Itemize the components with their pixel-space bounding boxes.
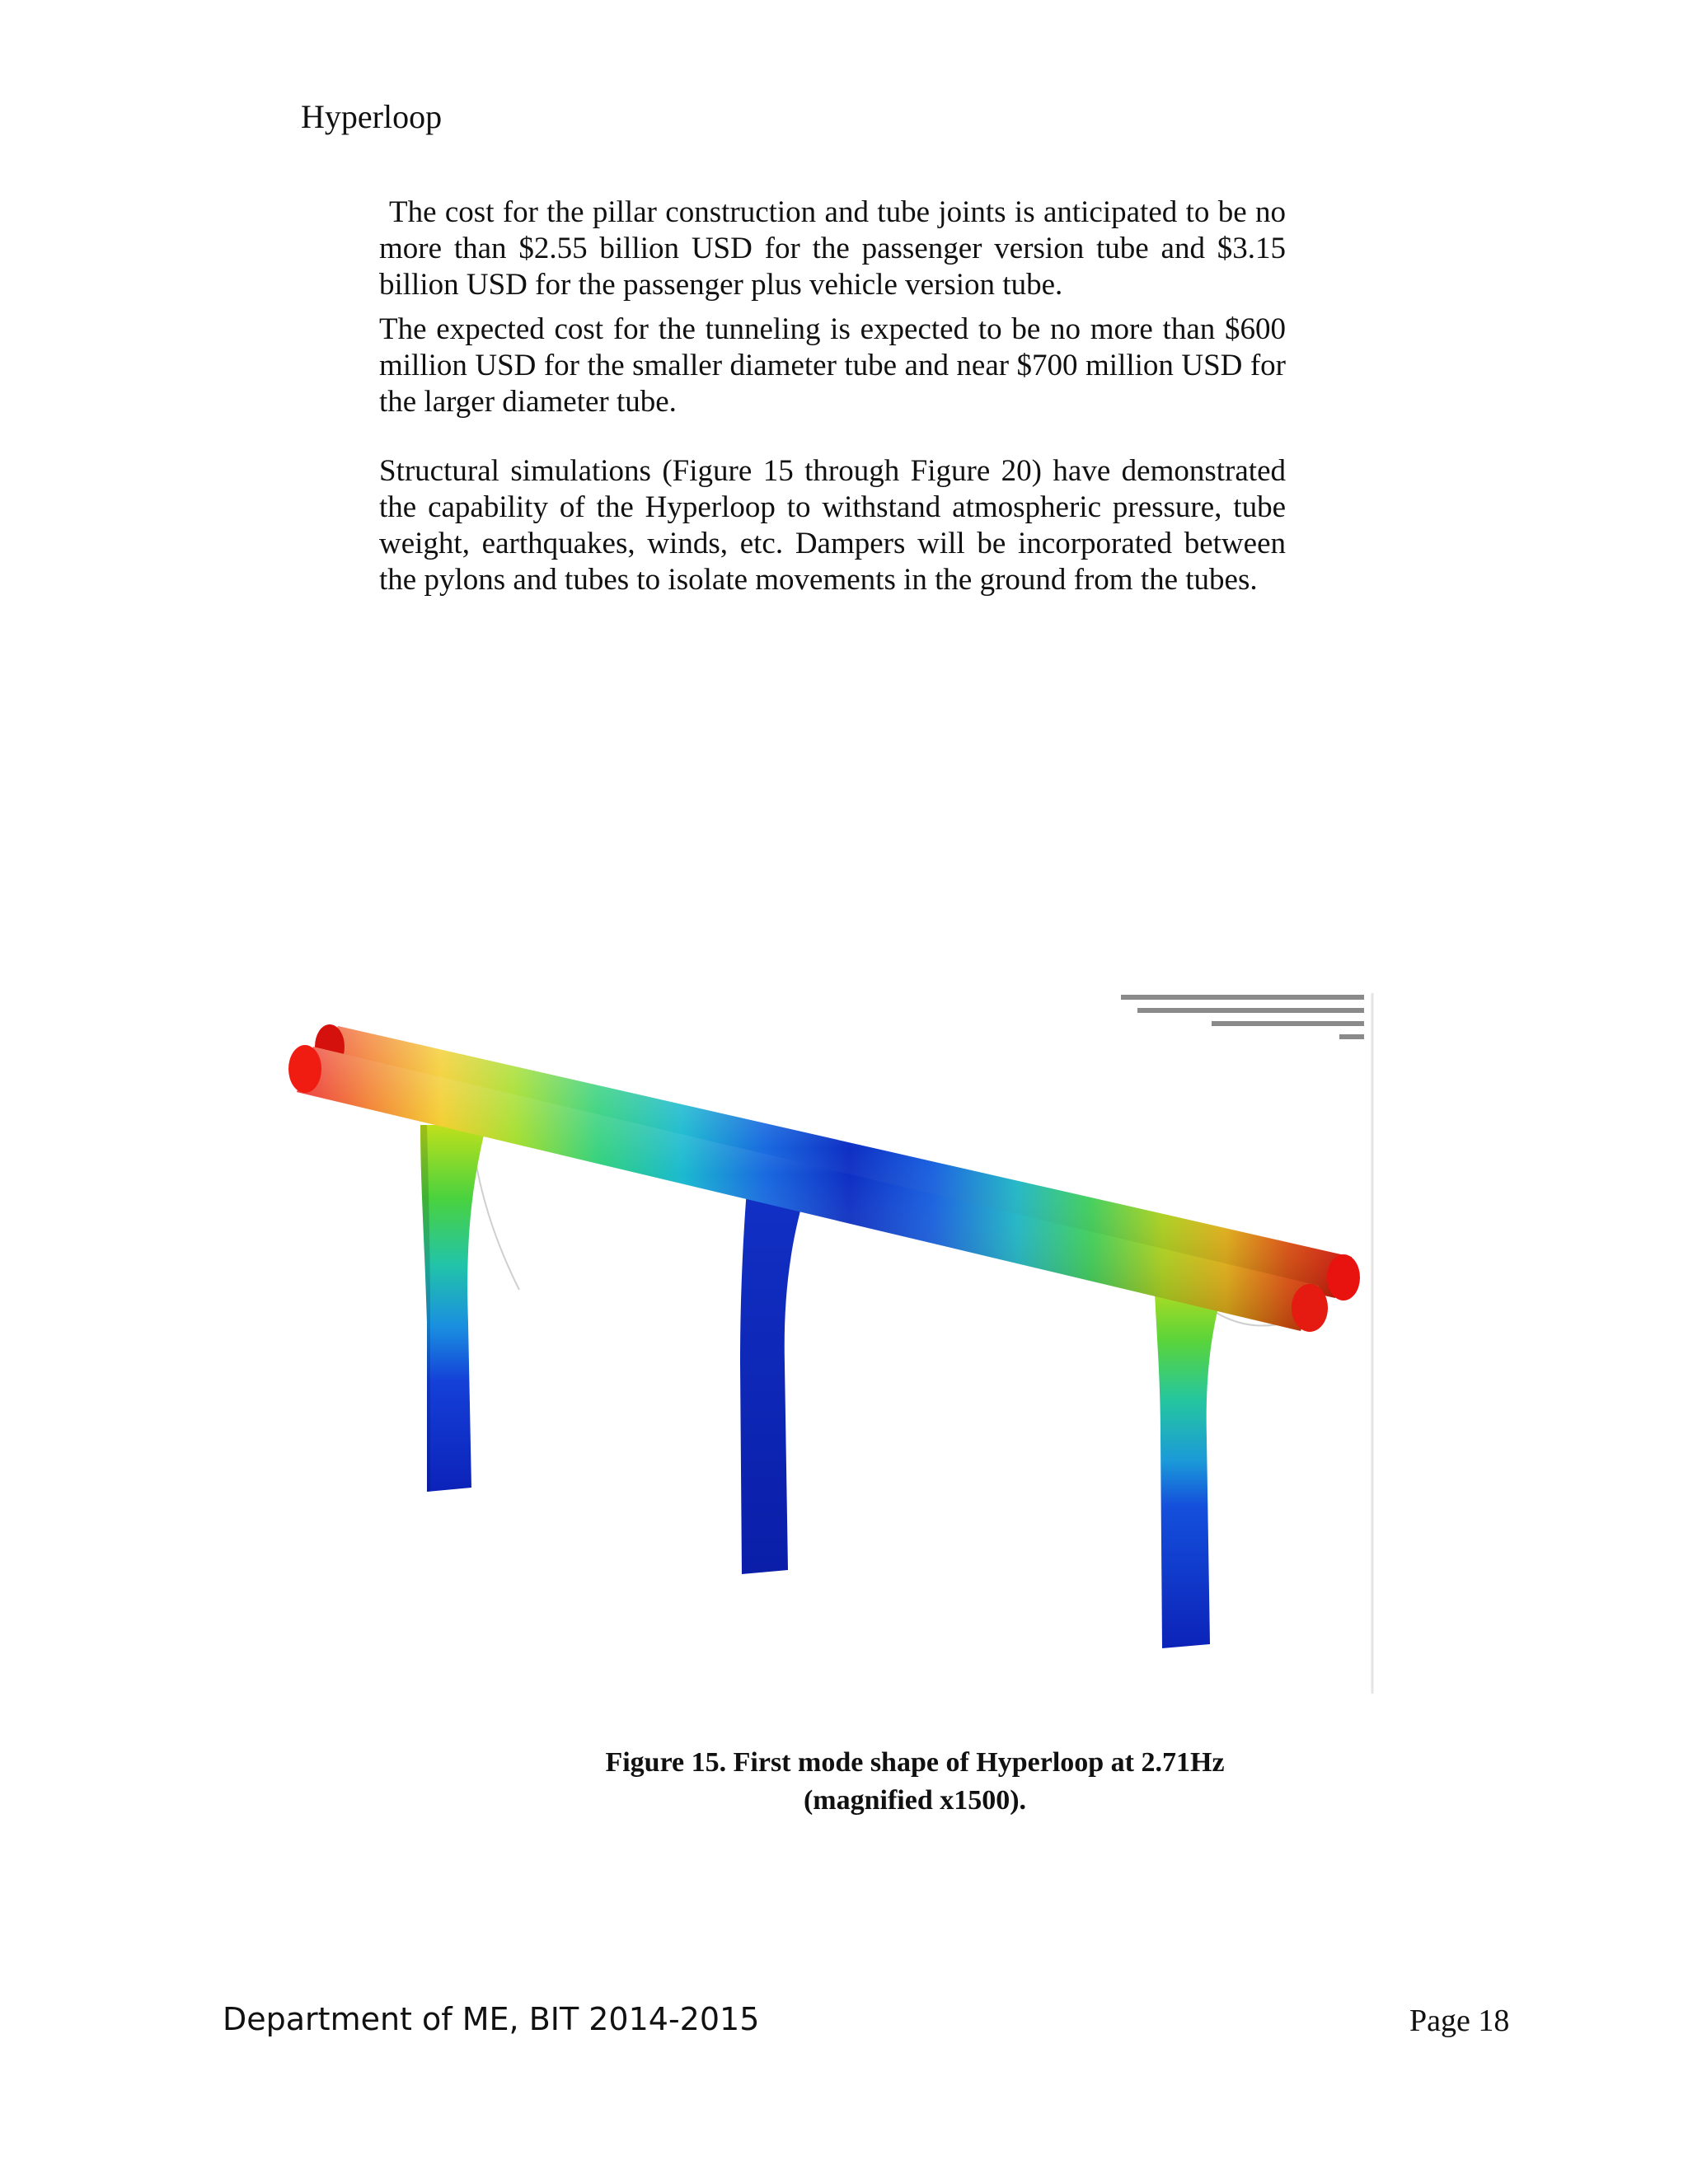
paragraph-tunnel-cost: The expected cost for the tunneling is expected to be no more than $600 million USD for the smaller diameter tube and near $700 million USD for the larger diameter tube. <box>379 312 1286 419</box>
paragraph-structural-simulations: Structural simulations (Figure 15 through Figure 20) have demonstrated the capability of the Hyperloop to withstand atmospheric pressure, tube weight, earthquakes, winds, etc. Dampers will be incorporated between the pylons and tubes to isolate movements in the ground from the tubes. <box>379 454 1286 597</box>
running-header: Hyperloop <box>301 98 443 135</box>
caption-line-2: (magnified x1500). <box>803 1785 1027 1816</box>
mode-shape-image <box>288 977 1376 1702</box>
footer-page-number: Page 18 <box>1409 2004 1510 2038</box>
footer-department: Department of ME, BIT 2014-2015 <box>223 2001 760 2037</box>
caption-line-1: Figure 15. First mode shape of Hyperloop at 2.71Hz <box>605 1747 1225 1778</box>
figure-caption <box>462 1744 1368 1820</box>
mode-shape-figure <box>288 977 1376 1702</box>
structural-paragraph-block <box>379 453 1286 607</box>
cost-paragraphs <box>379 194 1286 429</box>
paragraph-pillar-cost: The cost for the pillar construction and tube joints is anticipated to be no more than $2.55 billion USD for the passenger version tube and $3.15 billion USD for the passenger plus vehicle version tube. <box>379 195 1286 302</box>
